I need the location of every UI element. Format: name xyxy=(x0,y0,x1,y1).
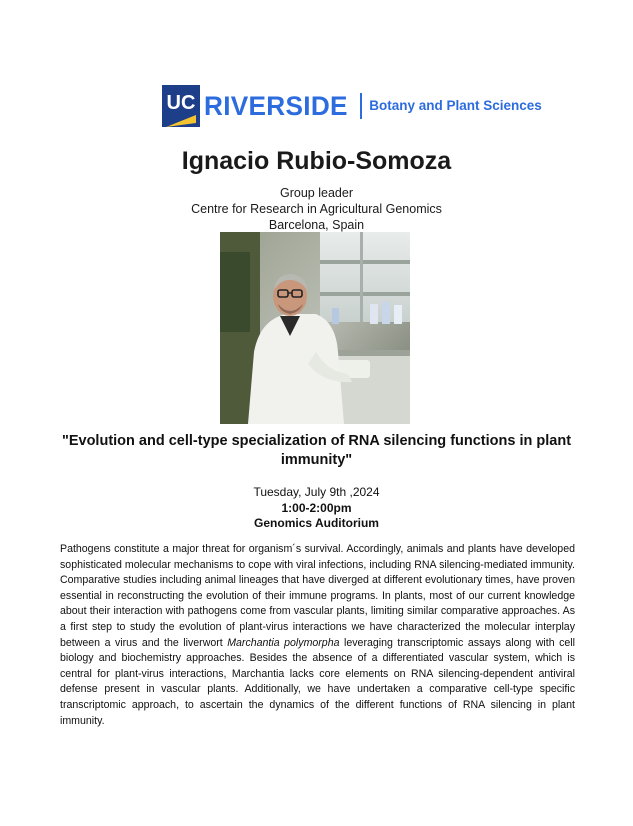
abstract-text-part1: Pathogens constitute a major threat for organism´s survival. Accordingly, animals and plants have developed sophisticated molecular mechanisms to cope with viral infections, including RNA silencing-mediated immunity. Comparative studies including animal lineages that have diverged at different evolutionary times, have proven essential in reconstructing the evolution of their immune programs. In plants, most of our current knowledge about their interaction with pathogens come from vascular plants, limiting similar comparative approaches. As a first step to study the evolution of plant-virus interactions we have characterized the molecular interplay between a virus and the liverwort xyxy=(60,543,575,649)
event-venue: Genomics Auditorium xyxy=(254,516,379,530)
abstract-paragraph xyxy=(60,542,575,729)
event-date: Tuesday, July 9th ,2024 xyxy=(253,485,380,499)
speaker-photo xyxy=(220,232,410,424)
riverside-wordmark: RIVERSIDE xyxy=(204,90,348,121)
uc-riverside-logo xyxy=(162,85,542,127)
logo-divider xyxy=(360,93,362,119)
speaker-role: Group leader xyxy=(280,186,353,200)
speaker-name: Ignacio Rubio-Somoza xyxy=(181,147,452,175)
event-time: 1:00-2:00pm xyxy=(281,501,352,515)
abstract-species-name: Marchantia polymorpha xyxy=(227,636,340,649)
talk-title: "Evolution and cell-type specialization of RNA silencing functions in plant immunity" xyxy=(61,433,572,468)
speaker-institution: Centre for Research in Agricultural Genomics xyxy=(191,202,442,216)
uc-letters: UC xyxy=(166,92,196,114)
department-name: Botany and Plant Sciences xyxy=(369,98,542,114)
speaker-location: Barcelona, Spain xyxy=(268,218,365,232)
uc-shield-icon xyxy=(162,85,200,127)
abstract-text-part2: leveraging transcriptomic assays along with cell biology and biochemistry approaches. Besides the absence of a differentiated vascular system, which is central for plant-virus interactions, Marchantia lacks core elements on RNA silencing-dependent antiviral defense present in vascular plants. Additionally, we have undertaken a comparative cell-type specific transcriptomic approach, to ascertain the dynamics of the different functions of RNA silencing in plant immunity. xyxy=(60,636,576,727)
